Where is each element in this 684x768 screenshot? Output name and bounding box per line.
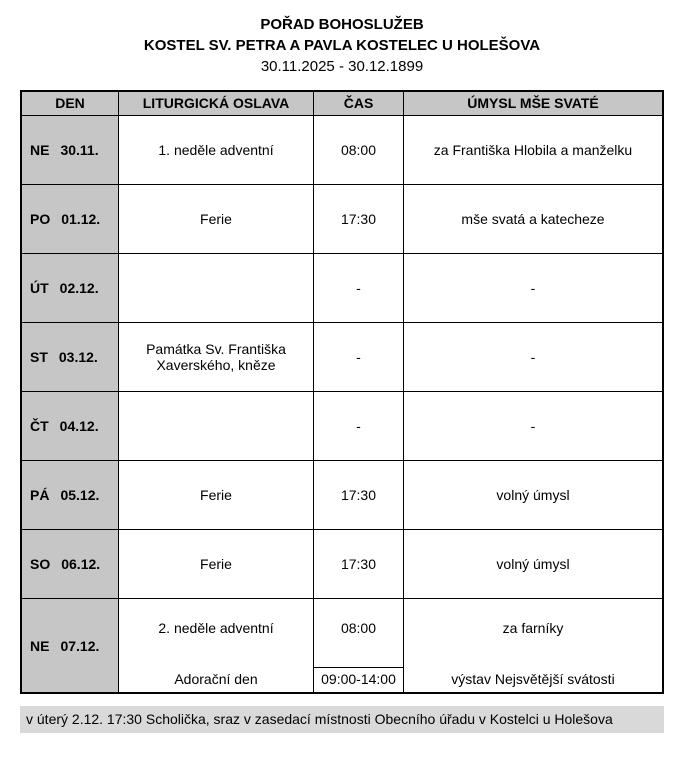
cell-celebration: Ferie <box>119 461 314 530</box>
cell-day <box>22 185 119 254</box>
day-abbrev: NE <box>30 142 50 158</box>
cell-intention: volný úmysl <box>404 461 662 530</box>
cell-celebration <box>119 599 314 692</box>
cell-intention <box>404 599 662 692</box>
day-date: 07.12. <box>60 637 100 654</box>
cell-intention: - <box>404 254 662 323</box>
day-date: 06.12. <box>61 556 101 572</box>
cell-day <box>22 116 119 185</box>
cell-time: 08:00 <box>314 116 404 185</box>
cell-day <box>22 323 119 392</box>
day-date: 04.12. <box>59 418 99 434</box>
day-abbrev: NE <box>30 637 50 654</box>
column-header-oslava: LITURGICKÁ OSLAVA <box>119 92 314 116</box>
cell-celebration: Ferie <box>119 530 314 599</box>
table-row <box>22 599 662 692</box>
day-date: 05.12. <box>60 487 100 503</box>
day-date: 30.11. <box>60 142 99 158</box>
day-abbrev: ÚT <box>30 280 49 296</box>
day-abbrev: ČT <box>30 418 49 434</box>
table-row <box>22 185 662 254</box>
page-subtitle: KOSTEL SV. PETRA A PAVLA KOSTELEC U HOLEŠOVA <box>143 37 541 54</box>
cell-time: 17:30 <box>314 185 404 254</box>
table-row <box>22 116 662 185</box>
cell-celebration: 1. neděle adventní <box>119 116 314 185</box>
cell-time <box>314 599 404 692</box>
cell-time: 17:30 <box>314 461 404 530</box>
table-row <box>22 254 662 323</box>
table-row <box>22 530 662 599</box>
cell-intention: volný úmysl <box>404 530 662 599</box>
intention-line1: za farníky <box>502 620 564 636</box>
day-date: 03.12. <box>58 349 98 365</box>
table-header-row <box>22 92 662 116</box>
column-header-cas: ČAS <box>314 92 404 116</box>
cell-day <box>22 392 119 461</box>
column-header-den: DEN <box>22 92 119 116</box>
schedule-table <box>20 90 664 694</box>
cell-time: - <box>314 323 404 392</box>
table-row <box>22 323 662 392</box>
cell-time: 17:30 <box>314 530 404 599</box>
cell-intention: - <box>404 323 662 392</box>
cell-intention: za Františka Hlobila a manželku <box>404 116 662 185</box>
page-header <box>20 14 664 77</box>
column-header-umysl: ÚMYSL MŠE SVATÉ <box>404 92 662 116</box>
intention-line2: výstav Nejsvětější svátosti <box>451 671 615 687</box>
cell-celebration <box>119 392 314 461</box>
cell-celebration <box>119 254 314 323</box>
cell-time: - <box>314 392 404 461</box>
cell-celebration: Ferie <box>119 185 314 254</box>
footer-note: v úterý 2.12. 17:30 Scholička, sraz v zasedací místnosti Obecního úřadu v Kostelci u Holešova <box>20 706 664 733</box>
cell-celebration: Památka Sv. Františka Xaverského, kněze <box>119 323 314 392</box>
cell-day <box>22 530 119 599</box>
day-date: 02.12. <box>59 280 99 296</box>
day-abbrev: PO <box>30 211 51 227</box>
cell-day <box>22 254 119 323</box>
celebration-line1: 2. neděle adventní <box>158 620 274 636</box>
cell-time: - <box>314 254 404 323</box>
cell-intention: - <box>404 392 662 461</box>
page-title: POŘAD BOHOSLUŽEB <box>260 16 424 33</box>
date-range: 30.11.2025 - 30.12.1899 <box>260 58 424 75</box>
day-abbrev: SO <box>30 556 51 572</box>
day-date: 01.12. <box>61 211 101 227</box>
day-abbrev: PÁ <box>30 487 50 503</box>
cell-intention: mše svatá a katecheze <box>404 185 662 254</box>
table-row <box>22 392 662 461</box>
time-line1: 08:00 <box>340 620 377 636</box>
table-row <box>22 461 662 530</box>
time-line2: 09:00-14:00 <box>314 667 403 692</box>
celebration-line2: Adorační den <box>174 671 258 687</box>
day-abbrev: ST <box>30 349 48 365</box>
cell-day <box>22 461 119 530</box>
cell-day <box>22 599 119 692</box>
